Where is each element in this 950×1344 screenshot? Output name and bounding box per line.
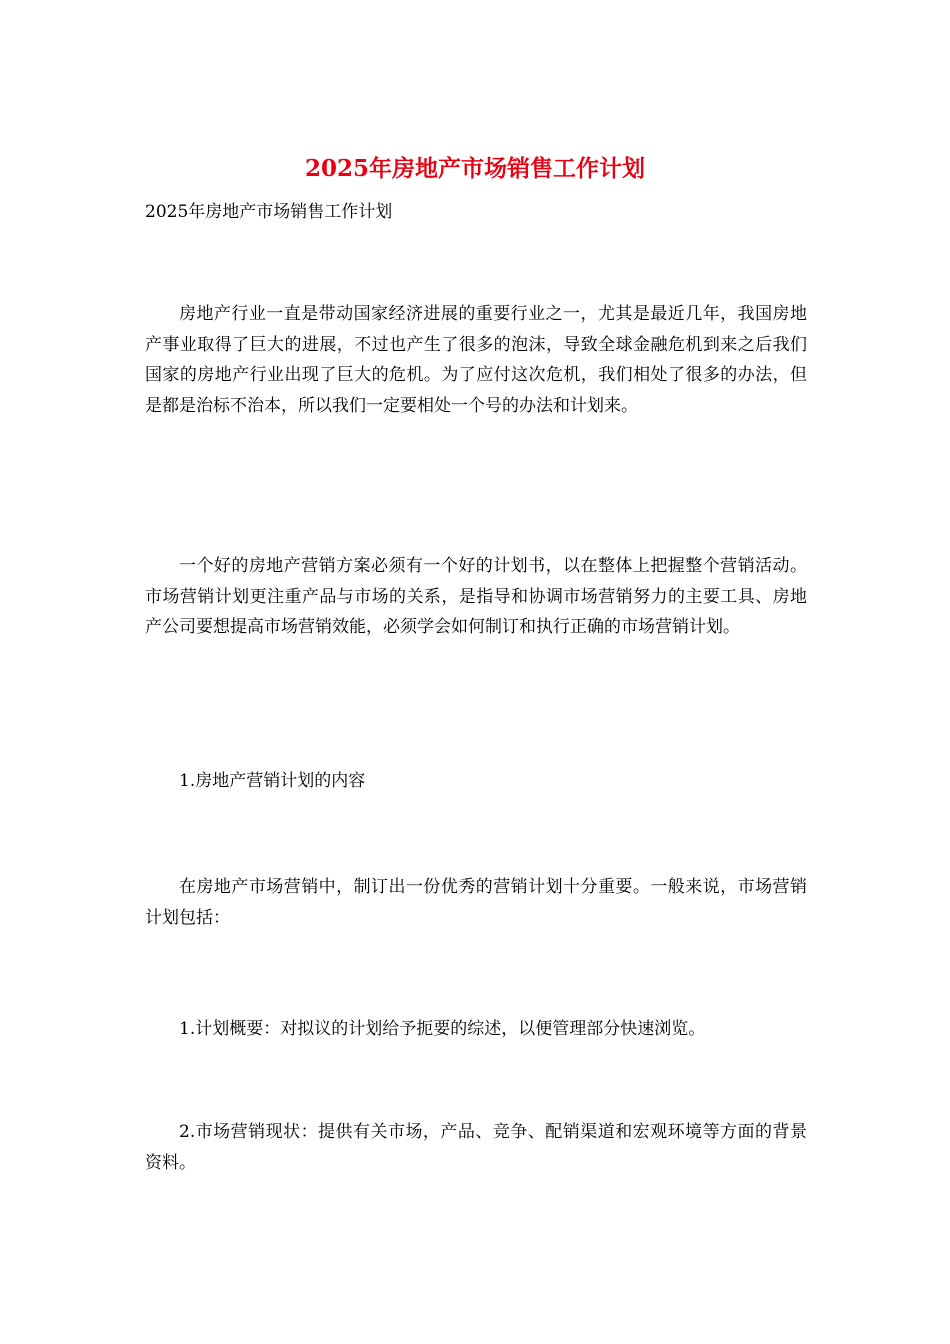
section-heading-plan-content: 1.房地产营销计划的内容 xyxy=(179,771,366,791)
list-item-market-status: 2.市场营销现状：提供有关市场，产品、竞争、配销渠道和宏观环境等方面的背景资料。 xyxy=(145,1122,807,1173)
paragraph-plan-includes: 在房地产市场营销中，制订出一份优秀的营销计划十分重要。一般来说，市场营销计划包括： xyxy=(145,877,807,928)
list-item-plan-summary: 1.计划概要：对拟议的计划给予扼要的综述，以便管理部分快速浏览。 xyxy=(179,1019,706,1039)
document-title: 2025年房地产市场销售工作计划 xyxy=(304,155,645,182)
paragraph-intro: 房地产行业一直是带动国家经济进展的重要行业之一，尤其是最近几年，我国房地产事业取得了巨大的进展，不过也产生了很多的泡沫，导致全球金融危机到来之后我们国家的房地产行业出现了巨大的危机。为了应付这次危机，我们相处了很多的办法，但是都是治标不治本，所以我们一定要相处一个号的办法和计划来。 xyxy=(145,304,807,416)
paragraph-marketing-plan: 一个好的房地产营销方案必须有一个好的计划书，以在整体上把握整个营销活动。市场营销计划更注重产品与市场的关系，是指导和协调市场营销努力的主要工具、房地产公司要想提高市场营销效能，必须学会如何制订和执行正确的市场营销计划。 xyxy=(145,556,807,637)
document-subtitle: 2025年房地产市场销售工作计划 xyxy=(145,202,393,222)
